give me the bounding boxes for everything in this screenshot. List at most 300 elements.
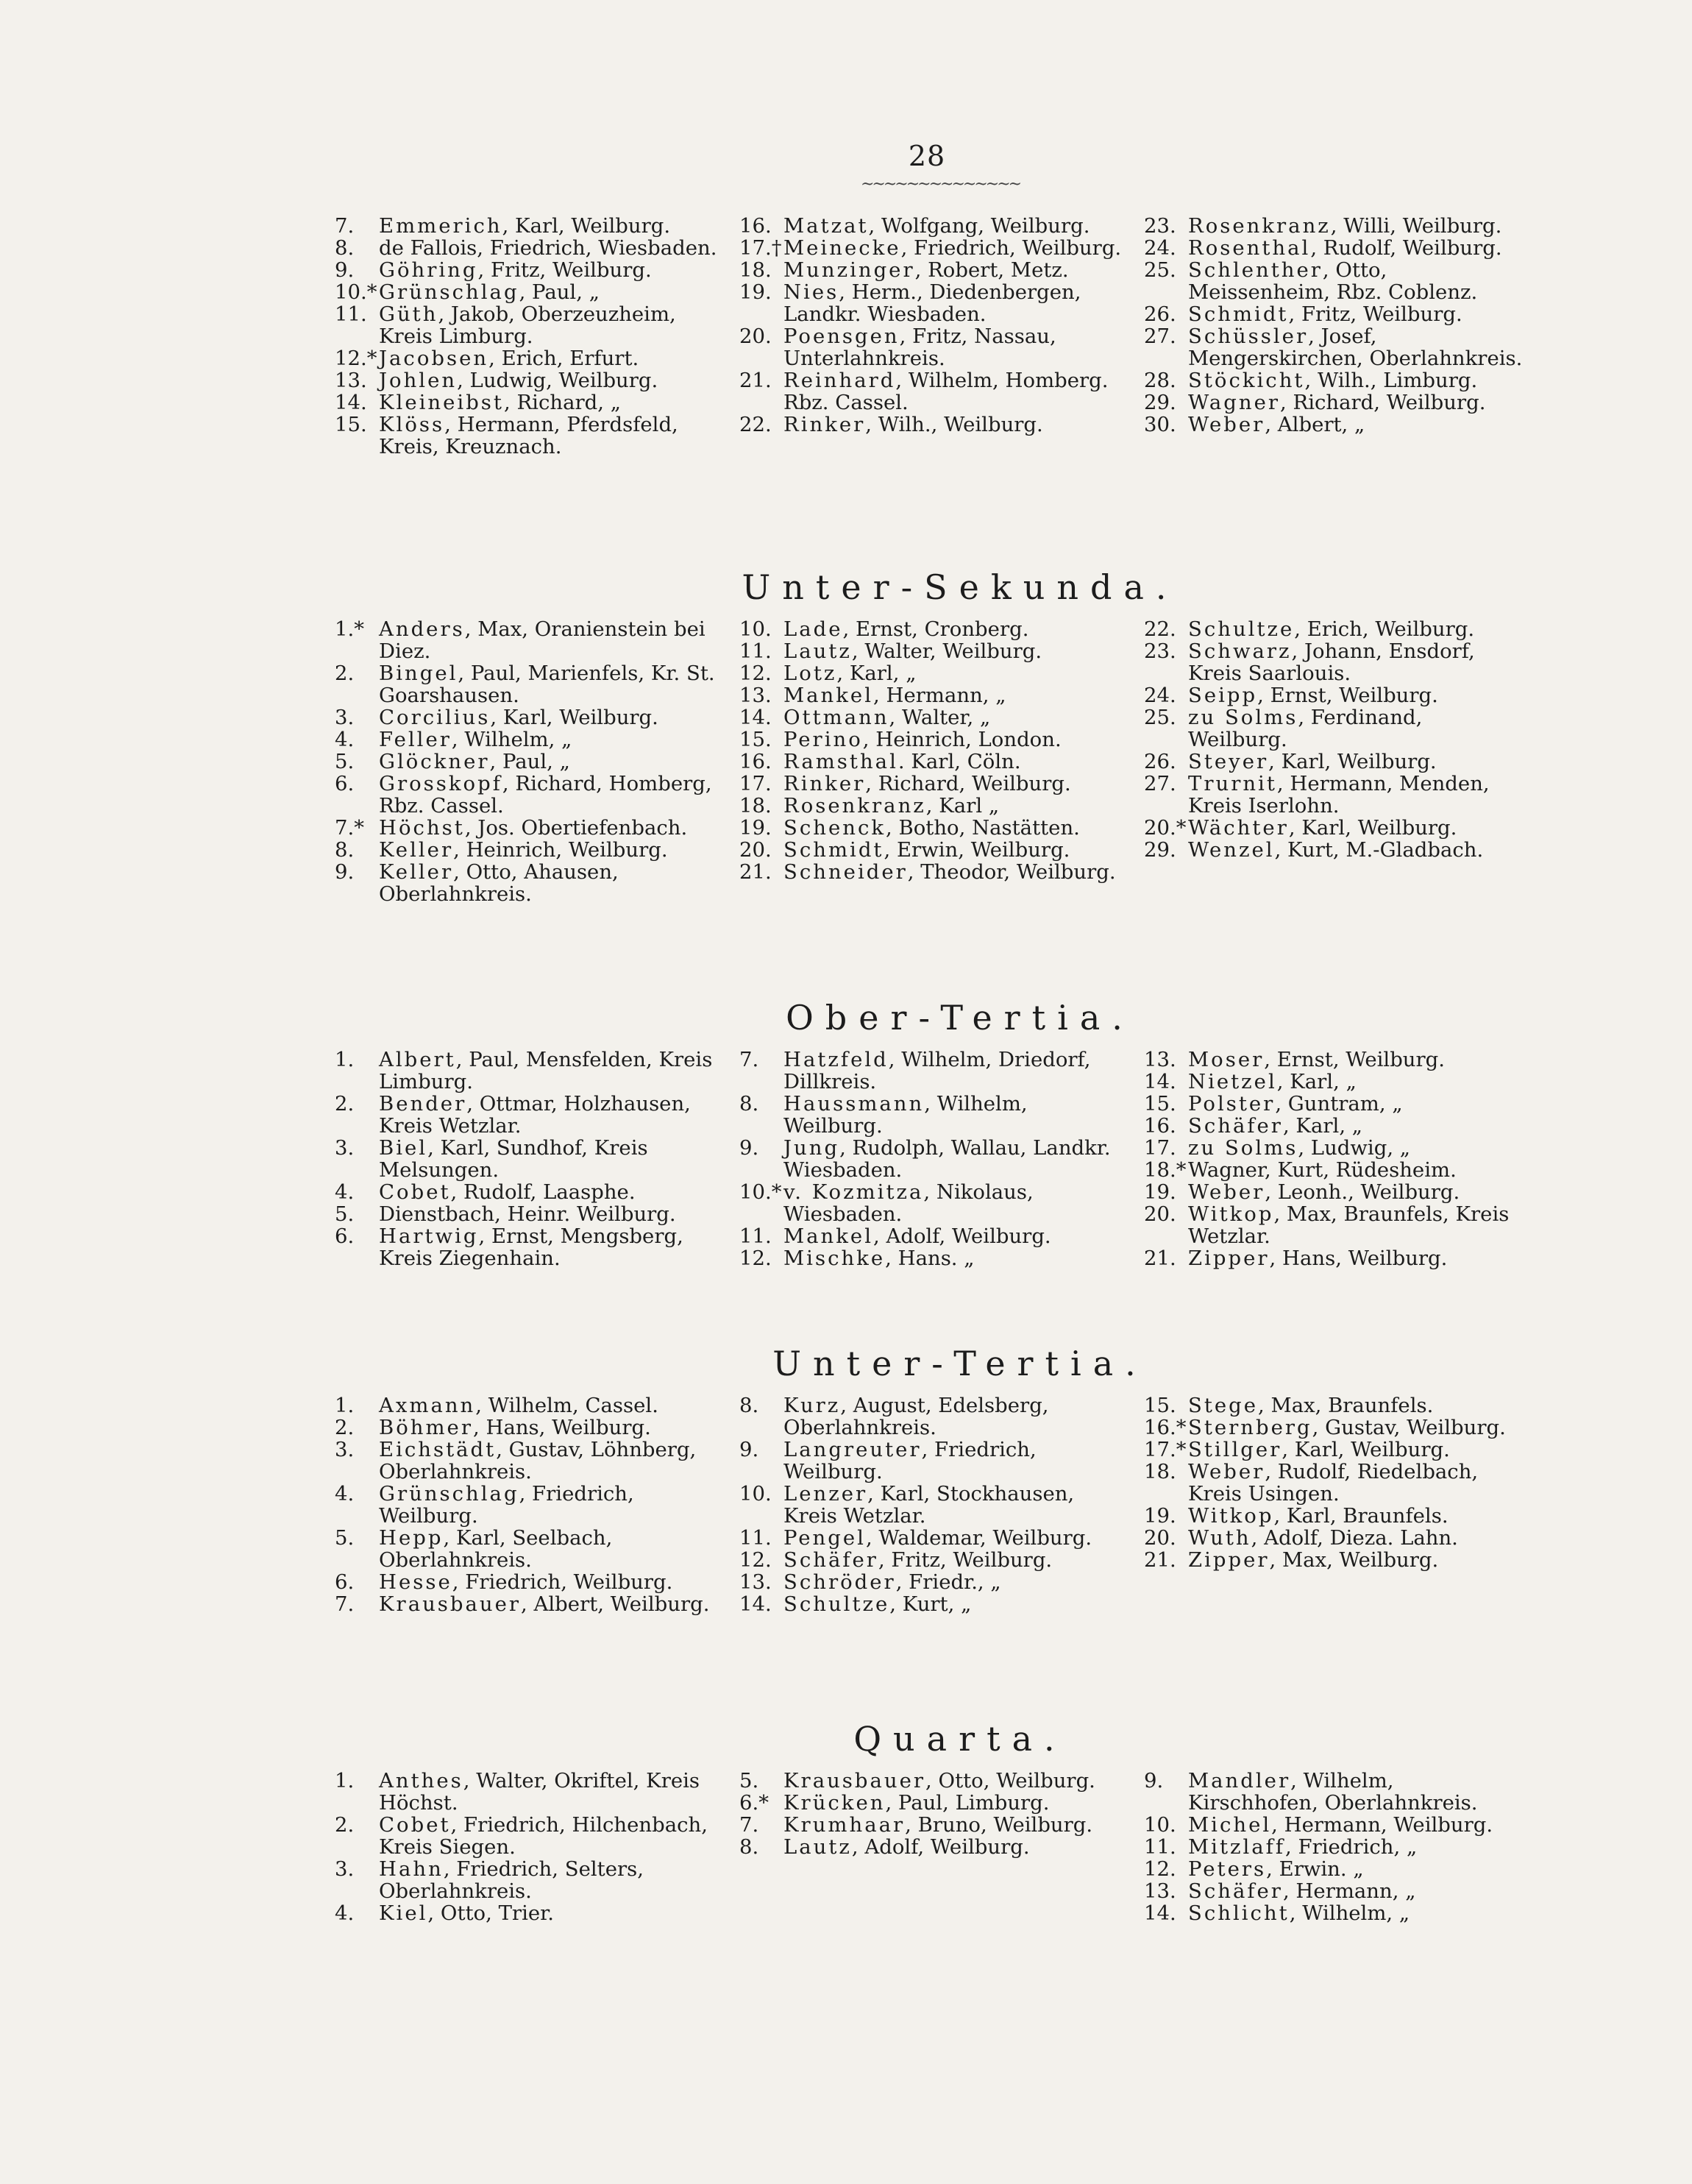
- student-list-section: [335, 1394, 1585, 1615]
- list-item: [739, 640, 1122, 662]
- student-details: , Friedrich, Weilburg.: [452, 1570, 673, 1594]
- student-details: , Karl, Stockhausen, Kreis Wetzlar.: [783, 1482, 1075, 1528]
- list-column: [335, 1394, 717, 1615]
- entry-number: 18.: [739, 794, 772, 818]
- student-list-section: [335, 618, 1585, 905]
- list-item: [739, 1770, 1122, 1792]
- student-details: , Willi, Weilburg.: [1330, 214, 1502, 238]
- entry-number: 20.: [739, 325, 772, 348]
- student-surname: Meinecke: [783, 236, 901, 260]
- section-heading: Quarta.: [853, 1719, 1067, 1759]
- entry-number: 3.: [335, 1438, 355, 1461]
- list-item: [335, 1137, 717, 1181]
- entry-text: [379, 347, 717, 369]
- entry-number: 14.: [739, 706, 772, 729]
- entry-text: [379, 1181, 717, 1203]
- student-details: , Paul, „: [519, 280, 600, 304]
- entry-number: 16.*: [1144, 1416, 1187, 1439]
- entry-text: [379, 1049, 717, 1093]
- entry-number: 14.: [335, 391, 367, 414]
- list-item: [1144, 259, 1526, 303]
- student-surname: Moser: [1188, 1048, 1265, 1071]
- list-item: [335, 839, 717, 861]
- list-item: [1144, 839, 1526, 861]
- student-surname: Krausbauer: [783, 1769, 926, 1793]
- entry-number: 11.: [1144, 1835, 1176, 1859]
- student-surname: Hepp: [379, 1526, 444, 1550]
- entry-text: [1188, 1439, 1526, 1461]
- student-surname: Kiel: [379, 1901, 428, 1925]
- student-details: , Ludwig, Weilburg.: [457, 369, 658, 392]
- list-item: [1144, 1115, 1526, 1137]
- student-surname: Jung: [783, 1136, 840, 1160]
- list-item: [1144, 1770, 1526, 1814]
- entry-number: 20.: [1144, 1526, 1176, 1550]
- entry-text: [379, 618, 717, 662]
- entry-number: 18.*: [1144, 1158, 1187, 1182]
- list-item: [335, 281, 717, 303]
- entry-number: 11.: [739, 1526, 772, 1550]
- entry-text: [1188, 1505, 1526, 1527]
- student-surname: zu Solms: [1188, 706, 1298, 729]
- list-item: [335, 773, 717, 817]
- student-surname: Nietzel: [1188, 1070, 1277, 1093]
- entry-text: [783, 662, 1122, 684]
- student-details: , Walter, Okriftel, Kreis Höchst.: [379, 1769, 700, 1815]
- student-details: , Botho, Nastätten.: [886, 816, 1080, 840]
- entry-number: 23.: [1144, 214, 1176, 238]
- entry-text: [379, 1417, 717, 1439]
- student-surname: Wenzel: [1188, 838, 1275, 862]
- list-item: [1144, 817, 1526, 839]
- list-column: [739, 1394, 1122, 1615]
- student-surname: Kurz: [783, 1394, 841, 1417]
- student-surname: Ramsthal: [783, 750, 898, 773]
- entry-text: [379, 369, 717, 391]
- list-item: [335, 1417, 717, 1439]
- student-surname: Kleineibst: [379, 391, 504, 414]
- list-item: [1144, 1549, 1526, 1571]
- student-details: , Ernst, Cronberg.: [842, 617, 1029, 641]
- list-item: [335, 1181, 717, 1203]
- entry-text: [783, 773, 1122, 795]
- entry-text: [783, 1770, 1122, 1792]
- entry-number: 10.*: [335, 280, 377, 304]
- entry-text: [1188, 1049, 1526, 1071]
- student-surname: Bingel: [379, 662, 458, 685]
- list-item: [335, 1527, 717, 1571]
- student-surname: Mischke: [783, 1247, 886, 1270]
- student-list-section: [335, 1049, 1585, 1269]
- entry-number: 5.: [739, 1769, 759, 1793]
- entry-number: 19.: [1144, 1504, 1176, 1528]
- student-surname: Schwarz: [1188, 639, 1292, 663]
- list-item: [1144, 684, 1526, 706]
- entry-number: 12.: [739, 1548, 772, 1572]
- list-item: [335, 1225, 717, 1269]
- entry-number: 17.: [1144, 1136, 1176, 1160]
- list-item: [739, 1137, 1122, 1181]
- list-item: [739, 1439, 1122, 1483]
- entry-number: 4.: [335, 1180, 355, 1204]
- student-details: , Max, Braunfels, Kreis Wetzlar.: [1188, 1202, 1510, 1248]
- entry-text: [1188, 391, 1526, 414]
- list-column: [335, 1770, 717, 1924]
- student-details: , Max, Braunfels.: [1258, 1394, 1434, 1417]
- entry-text: [1188, 618, 1526, 640]
- student-surname: Glöckner: [379, 750, 490, 773]
- entry-number: 17.: [739, 772, 772, 795]
- list-item: [739, 1247, 1122, 1269]
- list-item: [1144, 1394, 1526, 1417]
- list-column: [739, 215, 1122, 458]
- student-surname: Cobet: [379, 1813, 451, 1837]
- student-details: , Rudolf, Weilburg.: [1310, 236, 1502, 260]
- page-number: 28: [908, 140, 946, 172]
- entry-number: 28.: [1144, 369, 1176, 392]
- student-details: , Wilhelm, Cassel.: [475, 1394, 658, 1417]
- student-surname: Weber: [1188, 413, 1265, 436]
- list-column: [335, 618, 717, 905]
- entry-number: 22.: [739, 413, 772, 436]
- entry-number: 2.: [335, 662, 355, 685]
- list-column: [739, 1770, 1122, 1924]
- entry-number: 11.: [739, 1224, 772, 1248]
- list-item: [739, 839, 1122, 861]
- list-item: [335, 369, 717, 391]
- student-surname: Biel: [379, 1136, 428, 1160]
- entry-text: [783, 1814, 1122, 1836]
- student-details: , Karl, „: [836, 662, 917, 685]
- entry-number: 11.: [335, 302, 367, 326]
- student-surname: Schmidt: [783, 838, 884, 862]
- entry-number: 22.: [1144, 617, 1176, 641]
- entry-number: 18.: [1144, 1460, 1176, 1483]
- entry-text: [783, 414, 1122, 436]
- list-column: [1144, 1394, 1526, 1615]
- entry-number: 6.*: [739, 1791, 769, 1815]
- student-details: , Hans, Weilburg.: [1269, 1247, 1448, 1270]
- list-item: [335, 391, 717, 414]
- entry-text: [379, 1137, 717, 1181]
- entry-number: 1.*: [335, 617, 364, 641]
- student-surname: Mankel: [783, 684, 873, 707]
- student-surname: Grünschlag: [379, 1482, 519, 1506]
- student-surname: Stöckicht: [1188, 369, 1305, 392]
- student-surname: Lade: [783, 617, 843, 641]
- list-column: [739, 1049, 1122, 1269]
- list-item: [335, 1593, 717, 1615]
- entry-text: [379, 1203, 717, 1225]
- entry-text: [1188, 1770, 1526, 1814]
- section-heading: Ober-Tertia.: [786, 998, 1134, 1038]
- entry-number: 9.: [335, 258, 355, 282]
- entry-number: 19.: [739, 816, 772, 840]
- entry-text: [379, 751, 717, 773]
- entry-number: 10.*: [739, 1180, 782, 1204]
- entry-number: 8.: [335, 236, 355, 260]
- entry-text: [1188, 1394, 1526, 1417]
- student-details: , Albert, Weilburg.: [521, 1592, 710, 1616]
- entry-text: [1188, 684, 1526, 706]
- student-details: , Paul, „: [489, 750, 570, 773]
- entry-text: [1188, 1461, 1526, 1505]
- list-item: [739, 1225, 1122, 1247]
- list-item: [335, 1439, 717, 1483]
- student-surname: Lenzer: [783, 1482, 868, 1506]
- entry-text: [1188, 751, 1526, 773]
- list-item: [335, 1049, 717, 1093]
- student-surname: Lotz: [783, 662, 837, 685]
- entry-text: [783, 1181, 1122, 1225]
- student-details: , Karl, „: [1276, 1070, 1357, 1093]
- student-details: , Karl „: [925, 794, 1000, 818]
- list-item: [335, 1394, 717, 1417]
- list-item: [335, 1902, 717, 1924]
- list-item: [335, 1814, 717, 1858]
- entry-text: [1188, 1203, 1526, 1247]
- student-surname: Pengel: [783, 1526, 866, 1550]
- list-item: [739, 1394, 1122, 1439]
- student-surname: Haussmann: [783, 1092, 925, 1116]
- student-details: , Richard, Weilburg.: [1280, 391, 1486, 414]
- student-details: , Richard, Homberg, Rbz. Cassel.: [379, 772, 712, 818]
- student-surname: Schlenther: [1188, 258, 1323, 282]
- entry-text: [1188, 414, 1526, 436]
- student-details: , Ernst, Weilburg.: [1264, 1048, 1446, 1071]
- student-surname: Klöss: [379, 413, 445, 436]
- list-item: [1144, 1880, 1526, 1902]
- entry-number: 7.: [335, 214, 355, 238]
- entry-text: [783, 1549, 1122, 1571]
- list-item: [1144, 1858, 1526, 1880]
- student-details: , Richard, Weilburg.: [865, 772, 1071, 795]
- list-item: [1144, 369, 1526, 391]
- student-details: , Wilhelm, Homberg. Rbz. Cassel.: [783, 369, 1109, 414]
- list-item: [1144, 1439, 1526, 1461]
- entry-number: 5.: [335, 1202, 355, 1226]
- student-details: , Hermann, „: [873, 684, 1006, 707]
- entry-text: [783, 1836, 1122, 1858]
- student-surname: Nies: [783, 280, 839, 304]
- entry-text: [783, 1247, 1122, 1269]
- entry-number: 23.: [1144, 639, 1176, 663]
- entry-number: 2.: [335, 1416, 355, 1439]
- student-details: , Wolfgang, Weilburg.: [868, 214, 1090, 238]
- entry-text: [379, 303, 717, 347]
- list-item: [739, 1814, 1122, 1836]
- entry-number: 21.: [739, 860, 772, 884]
- list-item: [739, 281, 1122, 325]
- student-surname: Eichstädt: [379, 1438, 497, 1461]
- entry-number: 30.: [1144, 413, 1176, 436]
- entry-number: 11.: [739, 639, 772, 663]
- entry-number: 1.: [335, 1769, 355, 1793]
- list-item: [335, 728, 717, 751]
- list-item: [739, 237, 1122, 259]
- student-surname: Stillger: [1188, 1438, 1282, 1461]
- student-details: , Hans, Weilburg.: [472, 1416, 651, 1439]
- list-item: [335, 237, 717, 259]
- list-item: [335, 861, 717, 905]
- student-details: , Wilhelm, Driedorf, Dillkreis.: [783, 1048, 1091, 1093]
- student-details: , Max, Oranienstein bei Diez.: [379, 617, 705, 663]
- entry-number: 3.: [335, 1857, 355, 1881]
- entry-number: 15.: [1144, 1394, 1176, 1417]
- entry-number: 6.: [335, 1224, 355, 1248]
- entry-text: [379, 1394, 717, 1417]
- student-surname: v. Kozmitza: [783, 1180, 924, 1204]
- list-item: [1144, 1137, 1526, 1159]
- list-item: [335, 1858, 717, 1902]
- student-surname: Albert: [379, 1048, 456, 1071]
- student-details: , Leonh., Weilburg.: [1265, 1180, 1460, 1204]
- student-surname: Göhring: [379, 258, 478, 282]
- student-surname: Krumhaar: [783, 1813, 906, 1837]
- student-surname: Anthes: [379, 1769, 463, 1793]
- student-surname: Grünschlag: [379, 280, 519, 304]
- entry-text: [1188, 1836, 1526, 1858]
- student-details: , Hermann, Menden, Kreis Iserlohn.: [1188, 772, 1490, 818]
- entry-text: [783, 259, 1122, 281]
- list-item: [335, 751, 717, 773]
- list-item: [739, 795, 1122, 817]
- entry-text: [783, 1792, 1122, 1814]
- student-surname: Hatzfeld: [783, 1048, 889, 1071]
- student-surname: Steyer: [1188, 750, 1269, 773]
- student-details: , Bruno, Weilburg.: [905, 1813, 1093, 1837]
- list-column: [1144, 1049, 1526, 1269]
- student-surname: Schäfer: [1188, 1114, 1283, 1138]
- list-item: [1144, 1417, 1526, 1439]
- student-details: , Paul, Mensfelden, Kreis Limburg.: [379, 1048, 713, 1093]
- student-surname: Zipper: [1188, 1247, 1270, 1270]
- list-item: [1144, 1814, 1526, 1836]
- student-details: , Heinrich, London.: [862, 728, 1062, 751]
- entry-text: [1188, 215, 1526, 237]
- list-item: [1144, 215, 1526, 237]
- entry-number: 15.: [1144, 1092, 1176, 1116]
- student-details: , Hermann, Pferdsfeld, Kreis, Kreuznach.: [379, 413, 678, 458]
- student-details: , Karl, Weilburg.: [1268, 750, 1437, 773]
- entry-text: [1188, 1247, 1526, 1269]
- student-list-section: [335, 1770, 1585, 1924]
- entry-text: [1188, 237, 1526, 259]
- student-details: , Otto, Meissenheim, Rbz. Coblenz.: [1188, 258, 1478, 304]
- list-item: [739, 1181, 1122, 1225]
- entry-text: [1188, 369, 1526, 391]
- student-surname: Keller: [379, 838, 454, 862]
- student-details: , Karl, Braunfels.: [1273, 1504, 1448, 1528]
- student-surname: Schenck: [783, 816, 886, 840]
- student-details: Dienstbach, Heinr. Weilburg.: [379, 1202, 676, 1226]
- entry-text: [379, 1814, 717, 1858]
- entry-text: [1188, 640, 1526, 684]
- student-surname: Schäfer: [1188, 1879, 1283, 1903]
- entry-number: 2.: [335, 1813, 355, 1837]
- entry-text: [783, 751, 1122, 773]
- list-item: [1144, 1049, 1526, 1071]
- list-item: [335, 662, 717, 706]
- list-item: [739, 1836, 1122, 1858]
- entry-text: [1188, 303, 1526, 325]
- list-item: [1144, 618, 1526, 640]
- entry-text: [1188, 1181, 1526, 1203]
- entry-text: [379, 1770, 717, 1814]
- entry-number: 26.: [1144, 750, 1176, 773]
- entry-number: 5.: [335, 1526, 355, 1550]
- student-details: , Friedrich, „: [1285, 1835, 1418, 1859]
- list-column: [335, 1049, 717, 1269]
- student-surname: Schlicht: [1188, 1901, 1290, 1925]
- student-details: , Gustav, Weilburg.: [1312, 1416, 1506, 1439]
- entry-number: 8.: [739, 1835, 759, 1859]
- student-surname: Jacobsen: [379, 347, 489, 370]
- student-details: , Wilhelm, Weilburg.: [783, 1092, 1028, 1138]
- student-surname: Rinker: [783, 413, 866, 436]
- list-column: [1144, 1770, 1526, 1924]
- student-surname: Trurnit: [1188, 772, 1277, 795]
- list-item: [335, 1571, 717, 1593]
- student-details: , Fritz, Nassau, Unterlahnkreis.: [783, 325, 1056, 370]
- student-details: , Kurt, „: [889, 1592, 972, 1616]
- list-item: [739, 369, 1122, 414]
- student-surname: Weber: [1188, 1460, 1265, 1483]
- entry-number: 15.: [739, 728, 772, 751]
- entry-number: 9.: [739, 1438, 759, 1461]
- student-surname: Schüssler: [1188, 325, 1309, 348]
- entry-text: [1188, 1093, 1526, 1115]
- entry-number: 9.: [739, 1136, 759, 1160]
- entry-number: 16.: [739, 750, 772, 773]
- list-item: [1144, 303, 1526, 325]
- list-column: [1144, 618, 1526, 905]
- entry-number: 12.*: [335, 347, 377, 370]
- student-details: , Karl, Seelbach, Oberlahnkreis.: [379, 1526, 613, 1572]
- entry-text: [379, 773, 717, 817]
- list-item: [1144, 751, 1526, 773]
- student-surname: Rosenkranz: [783, 794, 926, 818]
- entry-text: [1188, 325, 1526, 369]
- student-details: , Richard, „: [503, 391, 621, 414]
- student-list-section: [335, 215, 1585, 458]
- list-item: [739, 325, 1122, 369]
- list-column: [1144, 215, 1526, 458]
- entry-number: 18.: [739, 258, 772, 282]
- student-surname: Hahn: [379, 1857, 444, 1881]
- entry-text: [379, 1527, 717, 1571]
- entry-number: 13.: [1144, 1048, 1176, 1071]
- entry-text: [1188, 1137, 1526, 1159]
- list-item: [739, 728, 1122, 751]
- entry-text: [1188, 706, 1526, 751]
- list-item: [335, 618, 717, 662]
- entry-number: 17.†: [739, 236, 782, 260]
- list-item: [335, 414, 717, 458]
- student-surname: Perino: [783, 728, 863, 751]
- student-details: , Otto, Ahausen, Oberlahnkreis.: [379, 860, 619, 906]
- student-surname: Mankel: [783, 1224, 873, 1248]
- student-details: , Kurt, M.-Gladbach.: [1274, 838, 1484, 862]
- list-item: [739, 1049, 1122, 1093]
- list-item: [739, 1792, 1122, 1814]
- student-details: , Hermann, Weilburg.: [1271, 1813, 1493, 1837]
- student-details: , Walter, „: [889, 706, 991, 729]
- list-item: [1144, 773, 1526, 817]
- entry-number: 14.: [1144, 1901, 1176, 1925]
- student-details: , Nikolaus, Wiesbaden.: [783, 1180, 1034, 1226]
- student-surname: Krausbauer: [379, 1592, 522, 1616]
